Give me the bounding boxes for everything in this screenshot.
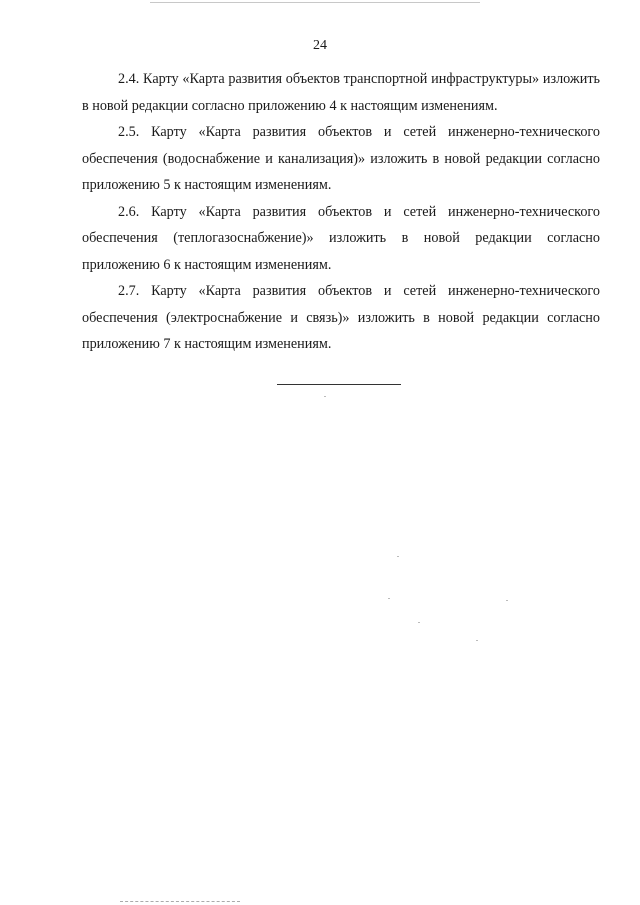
paragraph-2-5: 2.5. Карту «Карта развития объектов и сетей инженерно-технического обеспечения (водоснабжение и канализация)» изложить в новой редакции согласно приложению 5 к настоящим изменениям. [82, 124, 600, 193]
scan-edge-artifact [150, 2, 480, 3]
scan-speck [476, 640, 478, 641]
paragraph-2-7: 2.7. Карту «Карта развития объектов и сетей инженерно-технического обеспечения (электроснабжение и связь)» изложить в новой редакции согласно приложению 7 к настоящим изменениям. [82, 283, 600, 352]
paragraph-2-6: 2.6. Карту «Карта развития объектов и сетей инженерно-технического обеспечения (теплогазоснабжение)» изложить в новой редакции согласно приложению 6 к настоящим изменениям. [82, 203, 600, 273]
scan-speck [388, 598, 390, 599]
paragraph-2-4: 2.4. Карту «Карта развития объектов транспортной инфраструктуры» изложить в новой редакции согласно приложению 4 к настоящим изменениям. [82, 71, 600, 114]
scan-speck [418, 622, 420, 623]
document-body [82, 66, 600, 358]
scan-edge-artifact [120, 901, 240, 902]
scan-speck [506, 600, 508, 601]
scan-speck [397, 556, 399, 557]
end-of-text-divider [277, 384, 401, 385]
scan-speck [324, 396, 326, 397]
page-number: 24 [313, 38, 327, 53]
